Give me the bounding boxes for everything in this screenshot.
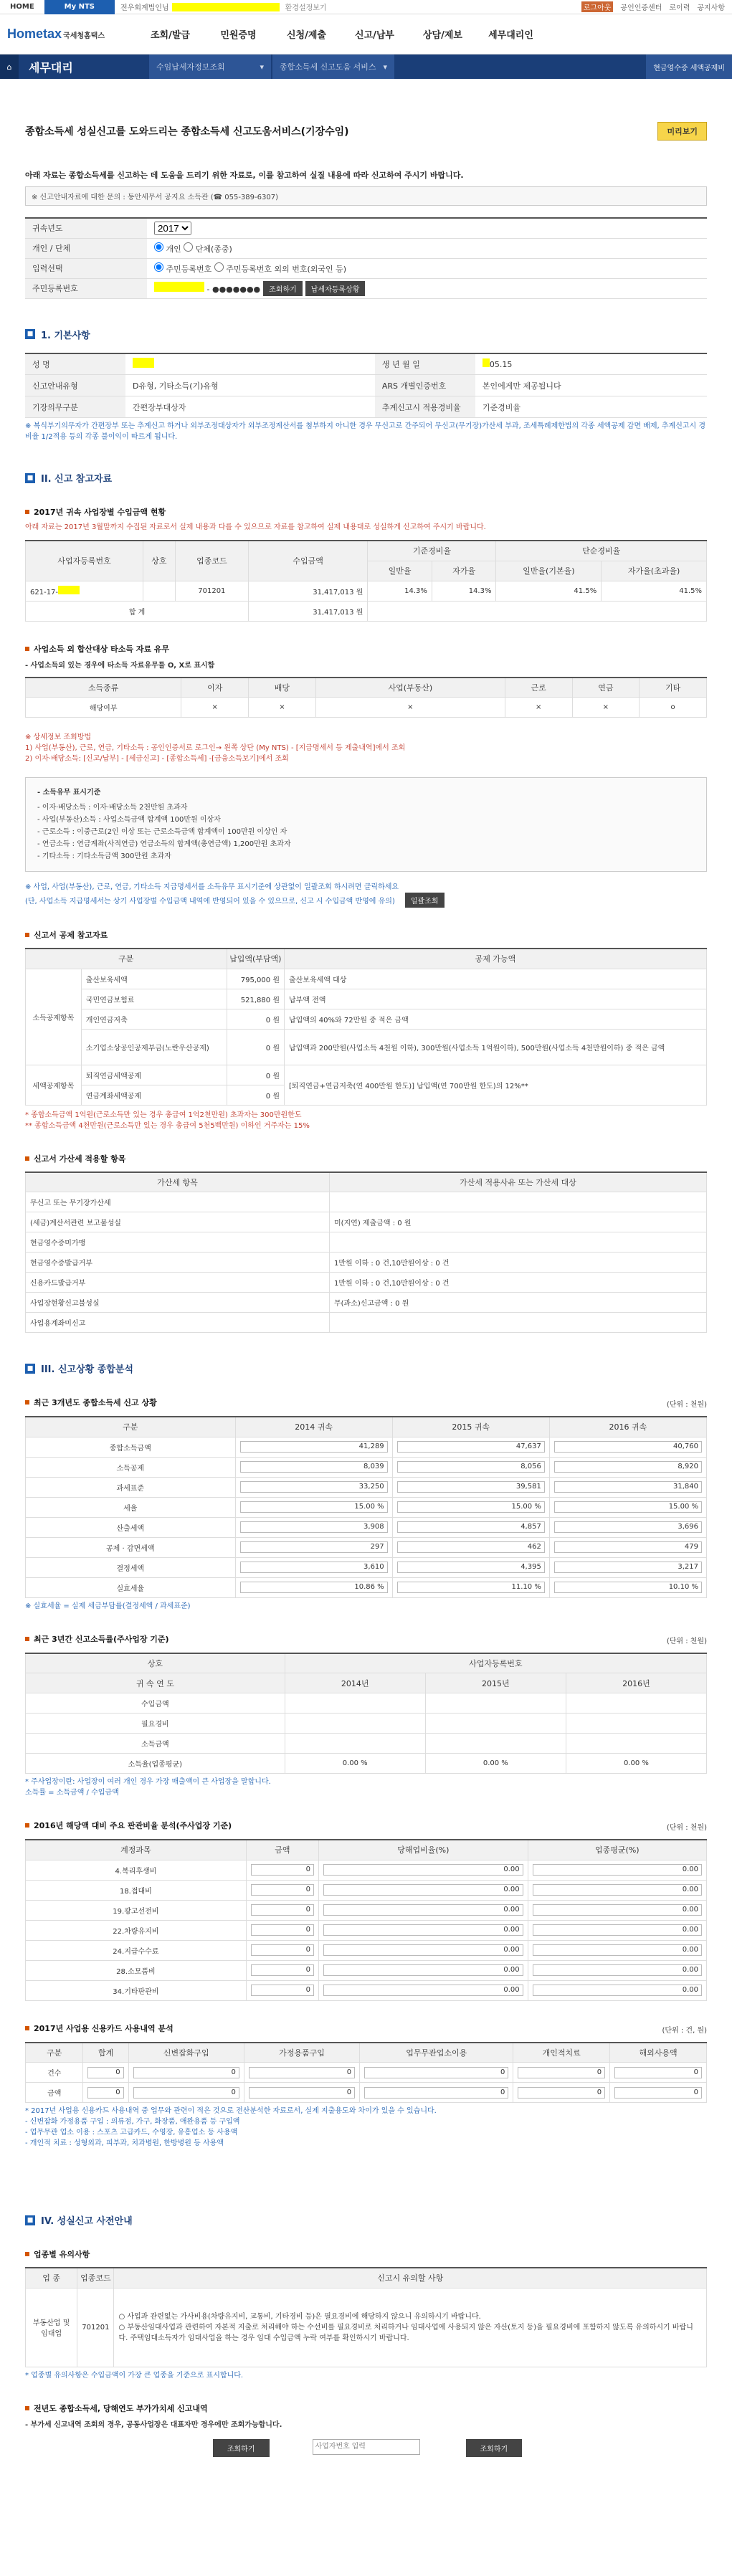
history-desc: - 부가세 신고내역 조회의 경우, 공동사업장은 대표자만 경우에만 조회가능합니다. <box>25 2420 282 2429</box>
table-row: 24.지급수수료 0 0.00 0.00 <box>26 1940 707 1960</box>
penalty-subheading: 신고서 가산세 적용할 항목 <box>25 1153 707 1164</box>
revenue-note: 아래 자료는 2017년 3월말까지 수집된 자료로서 실제 내용과 다를 수 있으므로 자료를 참고하여 실제 내용대로 성실하게 신고하여 주시기 바랍니다. <box>25 523 486 531</box>
input-rrn-radio[interactable] <box>154 262 163 272</box>
year-select[interactable] <box>154 222 191 235</box>
deduction-subheading: 신고서 공제 참고자료 <box>25 929 707 941</box>
name-value <box>133 358 154 368</box>
ars-value: 본인에게만 제공됩니다 <box>475 375 707 396</box>
preview-button[interactable]: 미리보기 <box>657 122 707 141</box>
mynts-link[interactable]: My NTS <box>44 0 115 14</box>
query-form: 귀속년도 2017 개인 / 단체 개인 단체(종중) 입력선택 주민등록번호 주민등록번호 외의 번호(외국인 등) 주민등록번호 - ●●●●●●● 조회하기 납세자등록상황 <box>25 217 707 299</box>
birth-label: 생 년 월 일 <box>375 353 475 375</box>
history-link[interactable]: 로이력 <box>669 4 690 12</box>
table-row: 수입금액 <box>26 1693 707 1714</box>
nav-item-agent[interactable]: 세무대리인 <box>488 30 533 41</box>
total-row: 합 계 31,417,013 원 <box>26 601 707 621</box>
chevron-down-icon: ▾ <box>260 62 264 72</box>
expense-subheading: 2016년 해당액 대비 주요 판관비율 분석(주사업장 기준) <box>25 1820 707 1831</box>
table-row: 28.소모품비 0 0.00 0.00 <box>26 1960 707 1980</box>
table-row: 34.기타판관비 0 0.00 0.00 <box>26 1980 707 2000</box>
home-link[interactable]: HOME <box>10 3 34 11</box>
user-highlight <box>172 3 280 11</box>
section-analysis-heading: ■ III. 신고상황 종합분석 <box>25 1361 707 1375</box>
card-subheading: 2017년 사업용 신용카드 사용내역 분석 <box>25 2023 707 2034</box>
user-name: 전우회계법인님 <box>120 4 169 12</box>
table-row: 해당여부 × × × × × o <box>26 698 707 718</box>
table-row: 공제 · 감면세액 297 462 479 <box>26 1537 707 1557</box>
income-rate-notes: * 주사업장이란: 사업장이 여러 개인 경우 가장 매출액이 큰 사업장을 말합니다. 소득률 = 소득금액 / 수입금액 <box>25 1778 271 1797</box>
table-row: 결정세액 3,610 4,395 3,217 <box>26 1557 707 1577</box>
table-row: 18.접대비 0 0.00 0.00 <box>26 1880 707 1900</box>
breadcrumb-2[interactable]: 종합소득세 신고도움 서비스 ▾ <box>272 54 394 79</box>
other-income-desc: - 사업소득외 있는 경우에 타소득 자료유무를 O, X로 표시함 <box>25 661 215 670</box>
section-basic-heading: ■ 1. 기본사항 <box>25 328 707 341</box>
nav-item-consult[interactable]: 상담/제보 <box>423 30 462 41</box>
other-income-subheading: 사업소득 외 합산대상 타소득 자료 유무 <box>25 643 707 655</box>
income-rate-subheading: 최근 3년간 신고소득률(주사업장 기준) <box>25 1633 707 1645</box>
rate-value: 기준경비율 <box>475 396 707 418</box>
nav-item-apply[interactable]: 신청/제출 <box>287 30 326 41</box>
table-row: 19.광고선전비 0 0.00 0.00 <box>26 1900 707 1920</box>
income-tax-query-button[interactable]: 조회하기 <box>213 2439 270 2457</box>
table-row: 소득금액 <box>26 1734 707 1754</box>
penalty-table: 가산세 항목 가산세 적용사유 또는 가산세 대상 무신고 또는 무기장가산세 (세금)계산서관련 보고불성실 미(지연) 제출금액 : 0 원 현금영수증미가맹 현금영수증발급거부 1만원 이하 : 0 건,10만원이상 : 0 건 신용카드발급거부 1만원 이하 : 0 건,10만원이상 : 0 건 사업장현황신고불성실 무(과소)신고금액 : 0 원 사업용계좌미신고 <box>25 1171 707 1334</box>
other-income-table: 소득종류 이자 배당 사업(부동산) 근로 연금 기타 해당여부 × × × × × o <box>25 677 707 718</box>
type-group-label: 단체(종중) <box>195 244 232 254</box>
input-other-label: 주민등록번호 외의 번호(외국인 등) <box>226 264 347 274</box>
type-row-value: D유형, 기타소득(기)유형 <box>125 375 375 396</box>
section-number-icon: ■ <box>25 1364 35 1374</box>
deduction-table: 구분 납입액(부담액) 공제 가능액 소득공제항목 출산보육세액 795,000 원 출산보육세액 대상 국민연금보험료 521,880 원 납부액 전액 개인연금저축 0 원 납입액의 40%와 72만원 중 적은 금액 소기업소상공인공제부금(노란우산공제) 0 원 납입액과 200만원(사업소득 4천원 이하), 300만원(사업소득 1억원이하), 500만원(사업소득 4천만원이하) 중 적은 금액 세액공제항목 퇴직연금세액공제 0 원 [퇴직연금+연금저축(연 400만원 한도)] 납입액(연 700만원 한도)의 12%** 연금계좌세액공제 0 원 <box>25 948 707 1106</box>
table-row: 국민연금보험료 521,880 원 납부액 전액 <box>26 989 707 1009</box>
industry-table: 업 종 업종코드 신고시 유의할 사항 부동산업 및 임대업 701201 ○ 사업과 관련없는 가사비용(차량유지비, 교통비, 기타경비 등)은 필요경비에 해당하지 않으니 유의하시기 바랍니다. ○ 부동산임대사업과 관련하여 자본적 지출로 처리해야 하는 수선비를 필요경비로 처리하거나 임대사업에 사용되지 않은 자산(토지 등)을 필요경비에 포함하지 않도록 유의하시기 바랍니다. 주택임대소득자가 임대사업을 하는 경우 임대 수입금액 누락 여부를 확인하시기 바랍니다. <box>25 2267 707 2367</box>
table-row: 개인연금저축 0 원 납입액의 40%와 72만원 중 적은 금액 <box>26 1009 707 1029</box>
logout-badge[interactable]: 로그아웃 <box>581 1 614 12</box>
input-label: 입력선택 <box>25 258 147 278</box>
revenue-subheading: 2017년 귀속 사업장별 수입금액 현황 <box>25 506 707 518</box>
three-year-subheading: 최근 3개년도 종합소득세 신고 상황 <box>25 1397 707 1408</box>
settings-link[interactable]: 환경설정보기 <box>285 4 327 12</box>
table-row: 무신고 또는 무기장가산세 <box>26 1192 707 1212</box>
inquiry-text: ※ 신고안내자료에 대한 문의 : 동안세무서 공지요 소득관 (☎ 055-389-6307) <box>25 186 707 206</box>
basic-info-table <box>25 353 707 419</box>
table-row: 소득공제항목 출산보육세액 795,000 원 출산보육세액 대상 <box>26 969 707 989</box>
table-row: 소기업소상공인공제부금(노란우산공제) 0 원 납입액과 200만원(사업소득 4천원 이하), 300만원(사업소득 1억원이하), 500만원(사업소득 4천만원이하) 중 적은 금액 <box>26 1029 707 1065</box>
type-row-label: 신고안내유형 <box>25 375 125 396</box>
top-right-links <box>581 1 732 12</box>
bizno-input[interactable] <box>313 2439 420 2455</box>
intro-text: 아래 자료는 종합소득세를 신고하는 데 도움을 드리기 위한 자료로, 이를 참고하여 실질 내용에 따라 신고하여 주시기 바랍니다. <box>25 171 464 180</box>
unit-label-4: (단위 : 건, 원) <box>662 2026 707 2035</box>
table-row: 산출세액 3,908 4,857 3,696 <box>26 1517 707 1537</box>
main-nav <box>136 27 545 41</box>
industry-note: * 업종별 유의사항은 수입금액이 가장 큰 업종을 기준으로 표시합니다. <box>25 2371 244 2380</box>
table-row: 실효세율 10.86 % 11.10 % 10.10 % <box>26 1577 707 1597</box>
history-subheading: 전년도 종합소득세, 당해연도 부가가치세 신고내역 <box>25 2402 707 2414</box>
breadcrumb-1[interactable]: 수임납세자정보조회 ▾ <box>149 54 271 79</box>
bookkeeping-note: ※ 복식부기의무자가 간편장부 또는 추계신고 하거나 외부조정대상자가 외부조정계산서를 첨부하지 아니한 경우 무신고로 간주되어 무신고(무기장)가산세 부과, 조세특례제한법의 각종 세액공제 감면 배제, 추계신고시 경비율 1/2적용 등의 각종 불이익이 따르게 됩니다. <box>25 422 706 441</box>
effective-rate-note: ※ 실효세율 = 실제 세금부담률(결정세액 / 과세표준) <box>25 1602 191 1610</box>
income-rate-table: 상호 사업자등록번호 귀 속 연 도 2014년 2015년 2016년 수입금액 필요경비 소득금액 소득율(업종평균) 0.00 % 0.00 % 0.00 % <box>25 1653 707 1774</box>
birth-value: 05.15 <box>489 360 513 370</box>
unit-label-3: (단위 : 천원) <box>666 1824 707 1832</box>
sub-nav <box>0 54 732 79</box>
table-row: 현금영수증미가맹 <box>26 1232 707 1253</box>
page-title: 종합소득세 성실신고를 도와드리는 종합소득세 신고도움서비스(기장수임) <box>25 126 349 138</box>
table-row: 세율 15.00 % 15.00 % 15.00 % <box>26 1497 707 1517</box>
top-bar <box>0 0 732 14</box>
revenue-table: 사업자등록번호 상호 업종코드 수입금액 기준경비율 단순경비율 일반율 자가율 일반율(기본율) 자가율(초과율) 621-17- 701201 31,417,013 원 14.3% 14.3% 41.5% 41.5% 합 계 31,417,013 원 <box>25 540 707 622</box>
type-label: 개인 / 단체 <box>25 238 147 258</box>
nav-item-inquiry[interactable]: 조회/발급 <box>151 30 190 41</box>
table-row: 소득율(업종평균) 0.00 % 0.00 % 0.00 % <box>26 1754 707 1774</box>
table-row: 필요경비 <box>26 1714 707 1734</box>
table-row: 사업용계좌미신고 <box>26 1313 707 1333</box>
query-button[interactable]: 조회하기 <box>263 281 303 296</box>
table-row: 사업장현황신고불성실 무(과소)신고금액 : 0 원 <box>26 1293 707 1313</box>
rate-label: 추계신고시 적용경비율 <box>375 396 475 418</box>
bulk-note: ※ 사업, 사업(부동산), 근로, 연금, 기타소득 지급명세서를 소득유무 표시기준에 상관없이 일괄조회 하시려면 클릭하세요 <box>25 883 399 891</box>
type-individual-label: 개인 <box>166 244 181 254</box>
unit-label-2: (단위 : 천원) <box>666 1637 707 1645</box>
section-number-icon: ■ <box>25 2215 35 2225</box>
unit-label: (단위 : 천원) <box>666 1401 707 1409</box>
breadcrumb-end[interactable]: 현금영수증 세액공제비 <box>646 54 732 79</box>
section-number-icon: ■ <box>25 473 35 483</box>
section-number-icon: ■ <box>25 329 35 339</box>
table-row: (세금)계산서관련 보고불성실 미(지연) 제출금액 : 0 원 <box>26 1212 707 1232</box>
table-row: 세액공제항목 퇴직연금세액공제 0 원 [퇴직연금+연금저축(연 400만원 한도)] 납입액(연 700만원 한도)의 12%** <box>26 1065 707 1085</box>
main-content <box>0 122 732 2457</box>
biz-status-button[interactable]: 납세자등록상황 <box>305 281 366 296</box>
ars-label: ARS 개별인증번호 <box>375 375 475 396</box>
bottom-actions <box>25 2439 707 2457</box>
expense-table: 계정과목 금액 당해업비율(%) 업종평균(%) 4.복리후생비 0 0.00 0.00 18.접대비 0 0.00 0.00 19.광고선전비 0 0.00 0.00 22.차량유지비 0 0.00 0.00 24.지급수수료 0 0.00 0.00 28.소모품비 0 0.00 0.00 34.기타판관비 0 0.00 0.00 <box>25 1839 707 2001</box>
table-row: 4.복리후생비 0 0.00 0.00 <box>26 1860 707 1880</box>
table-row: 22.차량유지비 0 0.00 0.00 <box>26 1920 707 1940</box>
chevron-down-icon: ▾ <box>383 62 387 72</box>
bookkeeping-label: 기장의무구분 <box>25 396 125 418</box>
table-row: 연금계좌세액공제 0 원 <box>26 1085 707 1105</box>
table-row: 현금영수증발급거부 1만원 이하 : 0 건,10만원이상 : 0 건 <box>26 1253 707 1273</box>
page-head <box>25 122 707 141</box>
header <box>0 14 732 54</box>
table-row: 621-17- 701201 31,417,013 원 14.3% 14.3% 41.5% 41.5% <box>26 581 707 601</box>
table-row: 금액 0 0 0 0 0 0 <box>26 2083 707 2103</box>
three-year-table: 구분 2014 귀속 2015 귀속 2016 귀속 종합소득금액 41,289 47,637 40,760 소득공제 8,039 8,056 8,920 과세표준 33,250 39,581 31,840 세율 15.00 % 15.00 % 15.00 % 산출세액 3,908 4,857 3,696 공제 · 감면세액 297 462 479 결정세액 3,610 4,395 3,217 실효세율 10.86 % 11.10 % 10.10 % <box>25 1416 707 1598</box>
table-row: 부동산업 및 임대업 701201 ○ 사업과 관련없는 가사비용(차량유지비, 교통비, 기타경비 등)은 필요경비에 해당하지 않으니 유의하시기 바랍니다. ○ 부동산임대사업과 관련하여 자본적 지출로 처리해야 하는 수선비를 필요경비로 처리하거나 임대사업에 사용되지 않은 자산(토지 등)을 필요경비에 포함하지 않도록 유의하시기 바랍니다. 주택임대소득자가 임대사업을 하는 경우 임대 수입금액 누락 여부를 확인하시기 바랍니다. <box>26 2288 707 2367</box>
card-table: 구분 합계 신변잡화구입 가정용품구입 업무무관업소이용 개인적치료 해외사용액 건수 0 0 0 0 0 0 금액 0 0 0 0 0 0 <box>25 2042 707 2104</box>
type-individual-radio[interactable] <box>154 242 163 252</box>
hometax-logo[interactable]: Hometax 국세청홈택스 <box>7 27 105 41</box>
section-advance-heading: ■ IV. 성실신고 사전안내 <box>25 2213 707 2227</box>
table-row: 소득공제 8,039 8,056 8,920 <box>26 1457 707 1477</box>
income-criteria-box: - 소득유무 표시기준 - 이자·배당소득 : 이자·배당소득 2천만원 초과자 - 사업(부동산)소득 : 사업소득금액 합계액 100만원 이상자 - 근로소득 : 이중근로(2인 이상 또는 근로소득금액 합계액이 100만원 이상인 자 - 연금소득 : 연금계좌(사적연금) 연금소득의 합계액(총연금액) 1,200만원 초과자 - 기타소득 : 기타소득금액 300만원 초과자 <box>25 777 707 872</box>
card-notes: * 2017년 사업용 신용카드 사용내역 중 업무와 관련이 적은 것으로 전산분석한 자료로서, 실제 지출용도와 차이가 있을 수 있습니다. - 신변잡화 가정용품 구입 : 의류점, 가구, 화장품, 애완용품 등 구입액 - 업무무관 업소 이용 : 스포츠 고급카드, 수영장, 유흥업소 등 사용액 - 개인적 치료 : 성형외과, 피부과, 치과병원, 한방병원 등 사용액 <box>25 2107 437 2147</box>
id-front-field[interactable] <box>154 282 204 292</box>
nav-item-civil[interactable]: 민원증명 <box>220 30 257 41</box>
year-label: 귀속년도 <box>25 218 147 238</box>
table-row: 과세표준 33,250 39,581 31,840 <box>26 1477 707 1497</box>
home-icon[interactable]: ⌂ <box>0 54 19 79</box>
industry-subheading: 업종별 유의사항 <box>25 2248 707 2260</box>
table-row: 신용카드발급거부 1만원 이하 : 0 건,10만원이상 : 0 건 <box>26 1273 707 1293</box>
bulk-note-2: (단, 사업소득 지급명세서는 상기 사업장별 수입금액 내역에 반영되어 있을 수 있으므로, 신고 시 수입금액 반영에 유의) <box>25 898 395 906</box>
detail-notes: ※ 상세정보 조회방법 1) 사업(부동산), 근로, 연금, 기타소득 : 공인인증서로 로그인→ 왼쪽 상단 (My NTS) - [지급명세서 등 제출내역]에서 조회 2) 이자·배당소득: [신고/납부] - [세금신고] - [종합소득세] -[금융소득보기]에서 조회 <box>25 733 406 763</box>
id-label: 주민등록번호 <box>25 278 147 298</box>
vat-query-button[interactable]: 조회하기 <box>466 2439 523 2457</box>
table-row: 건수 0 0 0 0 0 0 <box>26 2063 707 2083</box>
id-back-field[interactable]: ●●●●●●● <box>211 284 261 294</box>
nav-item-report[interactable]: 신고/납부 <box>355 30 394 41</box>
table-row: 종합소득금액 41,289 47,637 40,760 <box>26 1437 707 1457</box>
input-other-radio[interactable] <box>214 262 224 272</box>
bulk-query-button[interactable]: 일괄조회 <box>405 893 445 908</box>
section-ref-heading: ■ II. 신고 참고자료 <box>25 471 707 485</box>
name-label: 성 명 <box>25 353 125 375</box>
bookkeeping-value: 간편장부대상자 <box>125 396 375 418</box>
type-group-radio[interactable] <box>184 242 193 252</box>
section-title: 세무대리 <box>29 60 73 75</box>
cert-center-link[interactable]: 공인인증센터 <box>620 4 662 12</box>
notice-link[interactable]: 공지사항 <box>697 4 725 12</box>
input-rrn-label: 주민등록번호 <box>166 264 212 274</box>
deduction-notes: * 종합소득금액 1억원(근로소득만 있는 경우 총급여 1억2천만원) 초과자는 300만원한도 ** 종합소득금액 4천만원(근로소득만 있는 경우 총급여 5천5백만원) 이하인 거주자는 15% <box>25 1111 310 1130</box>
